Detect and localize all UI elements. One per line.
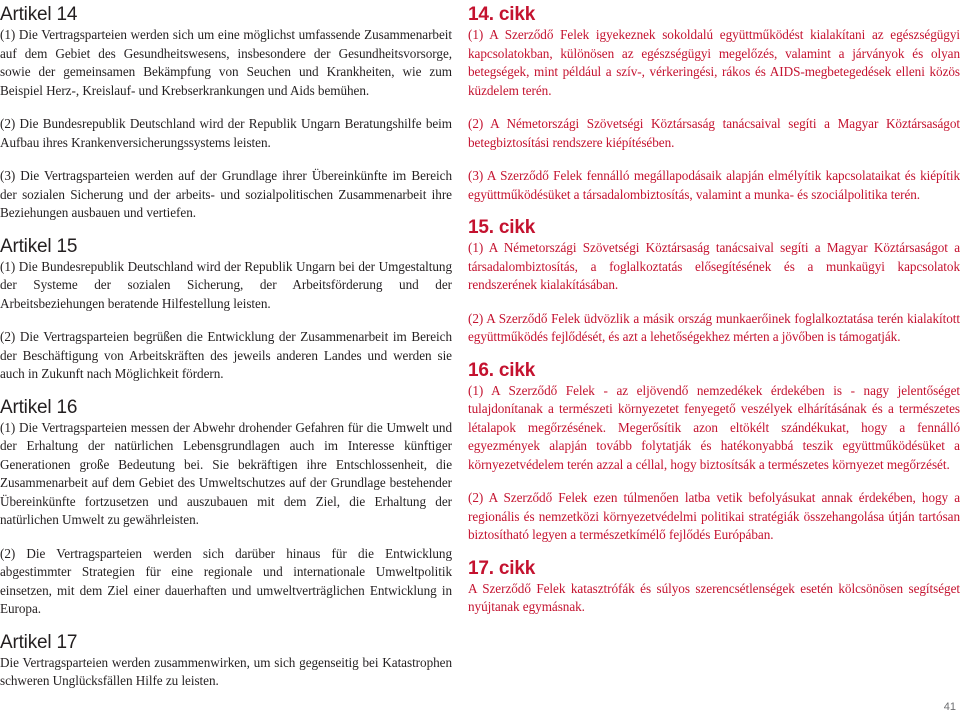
cikk-16-paragraph-1: (1) A Szerződő Felek - az eljövendő nemzedékek érdekében is - nagy jelentőséget tulajdonítanak a természeti környezetet fenyegető veszélyek elhárításának és a természetes létalapok megőrzésének. Megerősítik azon eltökélt szándékukat, hogy a fennálló egyezmények alapján tovább folytatják és hatékonyabbá teszik együttműködésüket a környezetvédelem terén azzal a céllal, hogy biztosítsák a természetes környezet megőrzését.: [468, 382, 960, 472]
article-16-heading: Artikel 16: [0, 396, 78, 418]
article-14-paragraph-2: (2) Die Bundesrepublik Deutschland wird der Republik Ungarn Beratungshilfe beim Aufbau ihres Krankenversicherungssystems leisten.: [0, 116, 452, 150]
cikk-16-heading: 16. cikk: [468, 359, 536, 381]
article-15-heading: Artikel 15: [0, 235, 78, 257]
cikk-14-paragraph-1: (1) A Szerződő Felek igyekeznek sokoldalú együttműködést kialakítani az egészségügyi kapcsolatokban, különösen az egészségügyi megelőzés, valamint a járványok és olyan betegségek, mint például a szív-, vérkeringési, rákos és AIDS-megbetegedések elleni közös küzdelem terén.: [468, 27, 960, 98]
article-16-paragraph-1: (1) Die Vertragsparteien messen der Abwehr drohender Gefahren für die Umwelt und der Erhaltung der natürlichen Lebensgrundlagen auch im Interesse künftiger Generationen große Bedeutung bei. Sie bekräftigen ihre Entschlossenheit, die Zusammenarbeit auf dem Gebiet des Umweltschutzes auf der Grundlage bestehender Übereinkünfte fortzusetzen und auszubauen mit dem Ziel, die Erhaltung der natürlichen Umwelt zu gewährleisten.: [0, 419, 452, 527]
cikk-15-heading: 15. cikk: [468, 217, 536, 238]
cikk-14-paragraph-2: (2) A Németországi Szövetségi Köztársaság tanácsaival segíti a Magyar Köztársaságot betegbiztosítási rendszere kiépítésében.: [468, 116, 960, 150]
article-15-paragraph-2: (2) Die Vertragsparteien begrüßen die Entwicklung der Zusammenarbeit im Bereich der Beschäftigung von Arbeitskräften des jeweils anderen Landes und werden sie auch in Zukunft nach Möglichkeit fördern.: [0, 329, 452, 381]
article-16-paragraph-2: (2) Die Vertragsparteien werden sich darüber hinaus für die Entwicklung abgestimmter Strategien für eine regionale und internationale Umweltpolitik einsetzen, mit dem Ziel einer dauerhaften und umweltverträglichen Entwicklung in Europa.: [0, 545, 452, 616]
cikk-14-heading: 14. cikk: [468, 4, 536, 25]
article-15-paragraph-1: (1) Die Bundesrepublik Deutschland wird der Republik Ungarn bei der Umgestaltung der Systeme der sozialen Sicherung, der Arbeitsförderung und der Arbeitsbeziehungen beratende Hilfestellung leisten.: [0, 258, 452, 311]
article-17-heading: Artikel 17: [0, 631, 78, 653]
cikk-17-heading: 17. cikk: [468, 557, 536, 579]
article-14-paragraph-3: (3) Die Vertragsparteien werden auf der Grundlage ihrer Übereinkünfte im Bereich der sozialen Sicherung und der arbeits- und sozialpolitischen Zusammenarbeit ihre Beziehungen ausbauen und vertiefen.: [0, 168, 452, 220]
cikk-17-paragraph-1: A Szerződő Felek katasztrófák és súlyos szerencsétlenségek esetén kölcsönösen segítséget nyújtanak egymásnak.: [468, 580, 960, 614]
cikk-15-paragraph-2: (2) A Szerződő Felek üdvözlik a másik ország munkaerőinek foglalkoztatása terén kialakított együttműködés fejlődését, és azt a lehetőségekhez mérten a jövőben is támogatják.: [468, 310, 960, 344]
cikk-16-paragraph-2: (2) A Szerződő Felek ezen túlmenően latba vetik befolyásukat annak érdekében, hogy a regionális és nemzetközi környezetvédelmi politikai stratégiák összehangolása útján tartósan biztosítható legyen a természetkímélő fejlődés Európában.: [468, 490, 960, 542]
article-14-heading: Artikel 14: [0, 4, 78, 25]
german-column: [0, 4, 452, 691]
page-number: 41: [943, 701, 956, 713]
hungarian-column: [468, 4, 960, 617]
article-14-paragraph-1: (1) Die Vertragsparteien werden sich um eine möglichst umfassende Zusammenarbeit auf dem Gebiet des Gesundheitswesens, insbesondere der Gesundheitsvorsorge, sowie der gemeinsamen Bekämpfung von Seuchen und Krankheiten, wie zum Beispiel Herz-, Kreislauf- und Krebserkrankungen und Aids bemühen.: [0, 27, 452, 98]
cikk-14-paragraph-3: (3) A Szerződő Felek fennálló megállapodásaik alapján elmélyítik kapcsolataikat és kiépítik együttműködésüket a társadalombiztosítás, valamint a munka- és szociálpolitika terén.: [468, 168, 960, 202]
article-17-paragraph-1: Die Vertragsparteien werden zusammenwirken, um sich gegenseitig bei Katastrophen schweren Unglücksfällen Hilfe zu leisten.: [0, 654, 452, 688]
cikk-15-paragraph-1: (1) A Németországi Szövetségi Köztársaság tanácsaival segíti a Magyar Köztársaságot a társadalombiztosítás, a foglalkoztatás elősegítésének és a munkaügyi kapcsolatok rendszerének kialakításában.: [468, 240, 960, 292]
